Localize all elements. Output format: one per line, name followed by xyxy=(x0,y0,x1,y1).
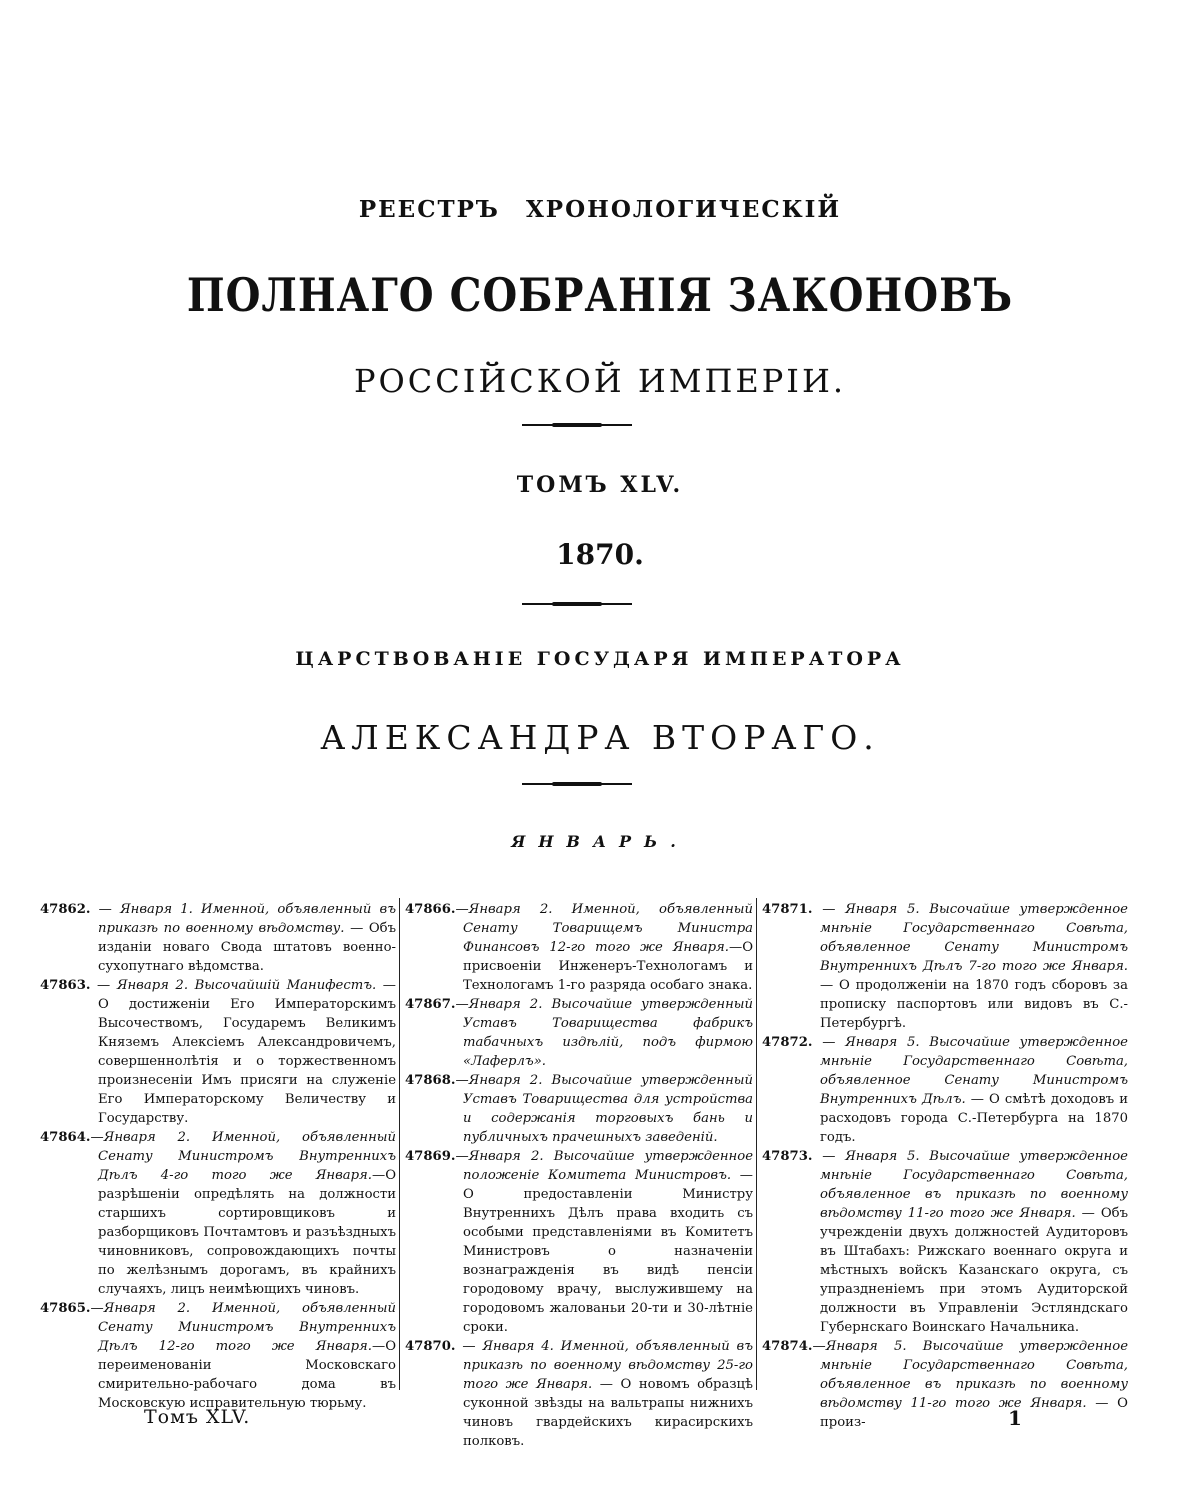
law-entry xyxy=(405,1071,753,1147)
law-entry xyxy=(40,1128,396,1299)
entry-heading: —Января 2. Высочайше утвержденный Уставъ Товарищества для устройства и содержанія торговыхъ бань и публичныхъ прачешныхъ заведеній. xyxy=(455,1073,753,1145)
month-heading: ЯНВАРЬ. xyxy=(511,832,689,851)
entry-heading: — Января 5. Высочайше утвержденное мнѣніе Государственнаго Совѣта, объявленное въ приказѣ по военному вѣдомству 11-го того же Января. xyxy=(812,1149,1128,1221)
law-entry xyxy=(762,1337,1128,1432)
entry-heading: —Января 2. Именной, объявленный Сенату Министромъ Внутреннихъ Дѣлъ 4-го того же Января. xyxy=(90,1130,396,1183)
registry-title-line xyxy=(0,196,1200,223)
law-entry xyxy=(405,1337,753,1451)
entry-heading: — Января 4. Именной, объявленный въ приказѣ по военному вѣдомству 25-го того же Января. xyxy=(455,1339,753,1392)
law-entry xyxy=(762,900,1128,1033)
text-column-1 xyxy=(40,900,396,1413)
entry-heading: — Января 1. Именной, объявленный въ приказѣ по военному вѣдомству. xyxy=(90,902,396,936)
entry-text: — Объ учрежденіи двухъ должностей Аудиторовъ въ Штабахъ: Рижскаго военнаго округа и мѣстныхъ войскъ Казанскаго округа, съ упраздненіемъ при этомъ Аудиторской должности въ Управленіи Эстляндскаго Губернскаго Воинскаго Начальника. xyxy=(820,1206,1128,1335)
entry-text: —О присвоеніи Инженеръ-Технологамъ и Технологамъ 1-го разряда особаго знака. xyxy=(463,940,753,993)
volume-footer: Томъ XLV. xyxy=(144,1406,251,1428)
page-number: 1 xyxy=(1008,1406,1022,1430)
entry-number: 47863. xyxy=(40,978,91,993)
entry-text: — О произ- xyxy=(820,1396,1128,1430)
registry-word: РЕЕСТРЪ xyxy=(358,196,500,223)
column-divider xyxy=(756,898,757,1390)
entry-text: — О смѣтѣ доходовъ и расходовъ города С.-Петербурга на 1870 годъ. xyxy=(820,1092,1128,1145)
text-column-2 xyxy=(405,900,753,1451)
chronological-word: ХРОНОЛОГИЧЕСКІЙ xyxy=(525,196,842,223)
entry-text: — О предоставленіи Министру Внутреннихъ Дѣлъ права входить съ особыми представленіями въ Комитетъ Министровъ о назначеніи вознагражденія въ видѣ пенсіи городовому врачу, выслужившему на городовомъ жалованьи 20-ти и 30-лѣтніе сроки. xyxy=(463,1168,753,1335)
reign-heading: ЦАРСТВОВАНІЕ ГОСУДАРЯ ИМПЕРАТОРА xyxy=(295,648,905,670)
entry-number: 47870. xyxy=(405,1339,456,1354)
ornamental-rule xyxy=(522,783,632,785)
entry-number: 47872. xyxy=(762,1035,813,1050)
column-divider xyxy=(399,898,400,1390)
entry-text: — О новомъ образцѣ суконной звѣзды на вальтрапы нижнихъ чиновъ гвардейскихъ кирасирскихъ полковъ. xyxy=(463,1377,753,1449)
entry-number: 47865. xyxy=(40,1301,91,1316)
ornamental-rule xyxy=(522,424,632,426)
law-entry xyxy=(40,900,396,976)
law-entry xyxy=(405,995,753,1071)
entry-text: — О достиженіи Его Императорскимъ Высочествомъ, Государемъ Великимъ Княземъ Алексіемъ Александровичемъ, совершеннолѣтія и о торжественномъ произнесеніи Имъ присяги на служеніе Его Императорскому Величеству и Государству. xyxy=(98,978,396,1126)
law-entry xyxy=(40,1299,396,1413)
law-entry xyxy=(762,1147,1128,1337)
entry-heading: —Января 2. Высочайше утвержденное положеніе Комитета Министровъ. xyxy=(455,1149,753,1183)
entry-number: 47868. xyxy=(405,1073,456,1088)
entry-heading: —Января 5. Высочайше утвержденное мнѣніе Государственнаго Совѣта, объявленное въ приказѣ по военному вѣдомству 11-го того же Января. xyxy=(812,1339,1128,1411)
entry-number: 47871. xyxy=(762,902,813,917)
entry-number: 47873. xyxy=(762,1149,813,1164)
subtitle: РОССІЙСКОЙ ИМПЕРІИ. xyxy=(353,362,847,400)
entry-number: 47867. xyxy=(405,997,456,1012)
entry-heading: — Января 2. Высочайшій Манифестъ. xyxy=(90,978,377,993)
entry-number: 47864. xyxy=(40,1130,91,1145)
entry-heading: — Января 5. Высочайше утвержденное мнѣніе Государственнаго Совѣта, объявленное Сенату Министромъ Внутреннихъ Дѣлъ. xyxy=(812,1035,1128,1107)
entry-text: —О разрѣшеніи опредѣлять на должности старшихъ сортировщиковъ и разборщиковъ Почтамтовъ и разъѣздныхъ чиновниковъ, сопровождающихъ почты по желѣзнымъ дорогамъ, въ крайнихъ случаяхъ, лицъ неимѣющихъ чиновъ. xyxy=(98,1168,396,1297)
entry-heading: — Января 5. Высочайше утвержденное мнѣніе Государственнаго Совѣта, объявленное Сенату Министромъ Внутреннихъ Дѣлъ 7-го того же Января. xyxy=(812,902,1128,974)
entry-heading: —Января 2. Именной, объявленный Сенату Товарищемъ Министра Финансовъ 12-го того же Января. xyxy=(455,902,753,955)
main-title: ПОЛНАГО СОБРАНІЯ ЗАКОНОВЪ xyxy=(186,268,1014,323)
entry-heading: —Января 2. Высочайше утвержденный Уставъ Товарищества фабрикъ табачныхъ издѣлій, подъ фирмою «Лаферлъ». xyxy=(455,997,753,1069)
ornamental-rule xyxy=(522,603,632,605)
entry-number: 47862. xyxy=(40,902,91,917)
law-entry xyxy=(40,976,396,1128)
entry-text: —О переименованіи Московскаго смирительно-рабочаго дома въ Московскую исправительную тюрьму. xyxy=(98,1339,396,1411)
law-entry xyxy=(762,1033,1128,1147)
entry-text: — О продолженіи на 1870 годъ сборовъ за прописку паспортовъ или видовъ въ С.-Петербургѣ. xyxy=(820,978,1128,1031)
emperor-heading: АЛЕКСАНДРА ВТОРАГО. xyxy=(320,718,880,757)
text-column-3 xyxy=(762,900,1128,1432)
law-entry xyxy=(405,900,753,995)
year-heading: 1870. xyxy=(556,538,644,571)
entry-heading: —Января 2. Именной, объявленный Сенату Министромъ Внутреннихъ Дѣлъ 12-го того же Января. xyxy=(90,1301,396,1354)
entry-number: 47866. xyxy=(405,902,456,917)
entry-text: — Объ изданіи новаго Свода штатовъ военно-сухопутнаго вѣдомства. xyxy=(98,921,396,974)
entry-number: 47874. xyxy=(762,1339,813,1354)
entry-number: 47869. xyxy=(405,1149,456,1164)
law-entry xyxy=(405,1147,753,1337)
volume-heading: ТОМЪ XLV. xyxy=(516,472,684,498)
